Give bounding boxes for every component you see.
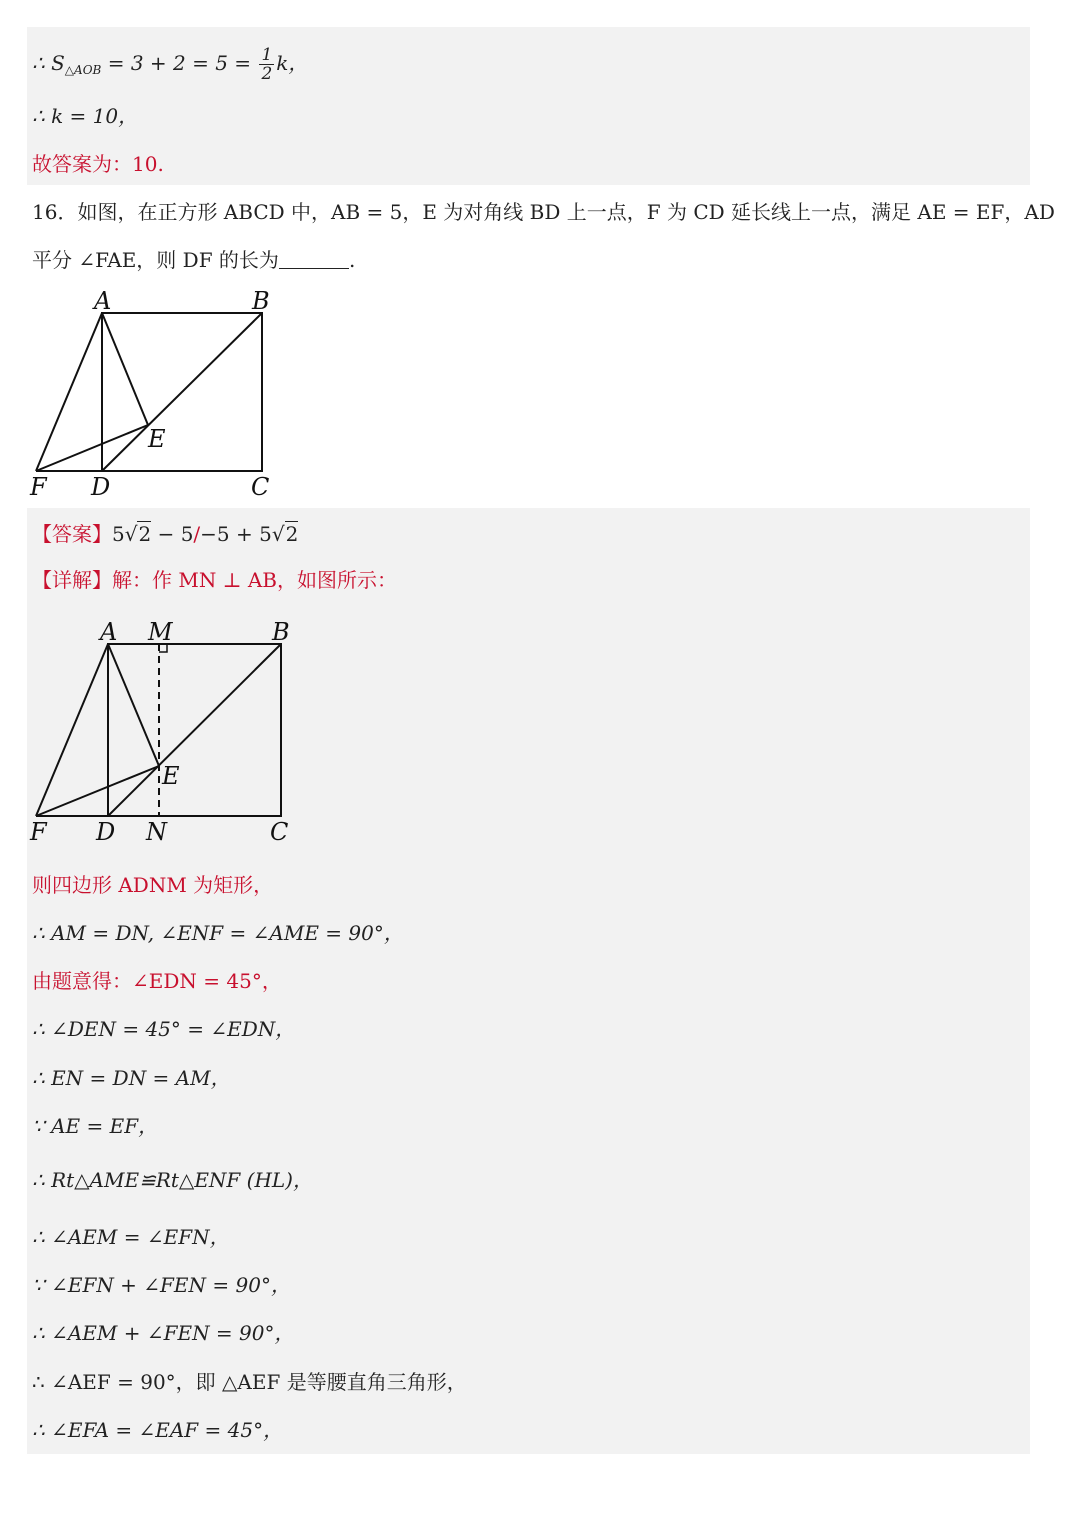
step-5: ∴ EN = DN = AM， (32, 1066, 231, 1090)
answer-blank (279, 250, 349, 269)
label-c: C (251, 473, 270, 501)
answer-tag: 【答案】 (32, 522, 112, 546)
label-n: N (146, 818, 167, 846)
prev-line-1: ∴ $S_{\triangle AOB} = 3 + 2 = 5$ = $\frac{1}{2}$ k， (32, 45, 309, 84)
step-11: ∴ ∠AEF = 90°，即 △AEF 是等腰直角三角形， (32, 1370, 467, 1394)
step-10: ∴ ∠AEM + ∠FEN = 90°， (32, 1321, 295, 1345)
answer-line: 【答案】5√2 − 5/−5 + 5√2 (32, 522, 299, 546)
figure-square-abcd (20, 285, 290, 505)
label-c: C (270, 818, 289, 846)
label-b: B (272, 618, 290, 646)
prev-line-2: ∴ k = 10， (32, 104, 139, 128)
fraction: $\frac{1}{2}$ (261, 45, 273, 84)
step-4: ∴ ∠DEN = 45° = ∠EDN， (32, 1017, 296, 1041)
figure-with-mn (20, 612, 310, 852)
step-12: ∴ ∠EFA = ∠EAF = 45°， (32, 1418, 284, 1442)
question-line-2: 平分 ∠FAE，则 DF 的长为 . (32, 248, 356, 272)
label-f: F (30, 473, 47, 501)
step-2: ∴ AM = DN, ∠ENF = ∠AME = 90°， (32, 921, 404, 945)
label-e: E (148, 425, 166, 453)
step-1: 则四边形 ADNM 为矩形， (32, 873, 274, 897)
segment-ae (102, 313, 148, 425)
detail-tag: 【详解】 (32, 568, 112, 592)
question-line-1: 16．如图，在正方形 ABCD 中，AB = 5，E 为对角线 BD 上一点，F 为 CD 延长线上一点，满足 AE = EF，AD (32, 200, 1055, 224)
diagonal-bd (108, 644, 281, 816)
step-7: ∴ Rt△AME≌Rt△ENF (HL)， (32, 1168, 313, 1192)
step-3: 由题意得：∠EDN = 45°， (32, 969, 282, 993)
prev-answer-line: 故答案为：10. (32, 152, 164, 176)
detail-line: 【详解】解：作 MN ⊥ AB，如图所示： (32, 568, 397, 592)
label-a: A (94, 287, 112, 315)
label-e: E (162, 762, 180, 790)
diagonal-bd (102, 313, 262, 471)
label-b: B (252, 287, 270, 315)
segment-ae (108, 644, 159, 766)
step-6: ∵ AE = EF， (32, 1114, 159, 1138)
step-9: ∵ ∠EFN + ∠FEN = 90°， (32, 1273, 291, 1297)
step-8: ∴ ∠AEM = ∠EFN， (32, 1225, 230, 1249)
label-m: M (148, 618, 173, 646)
label-a: A (100, 618, 118, 646)
label-d: D (96, 818, 116, 846)
label-d: D (91, 473, 111, 501)
label-f: F (30, 818, 47, 846)
